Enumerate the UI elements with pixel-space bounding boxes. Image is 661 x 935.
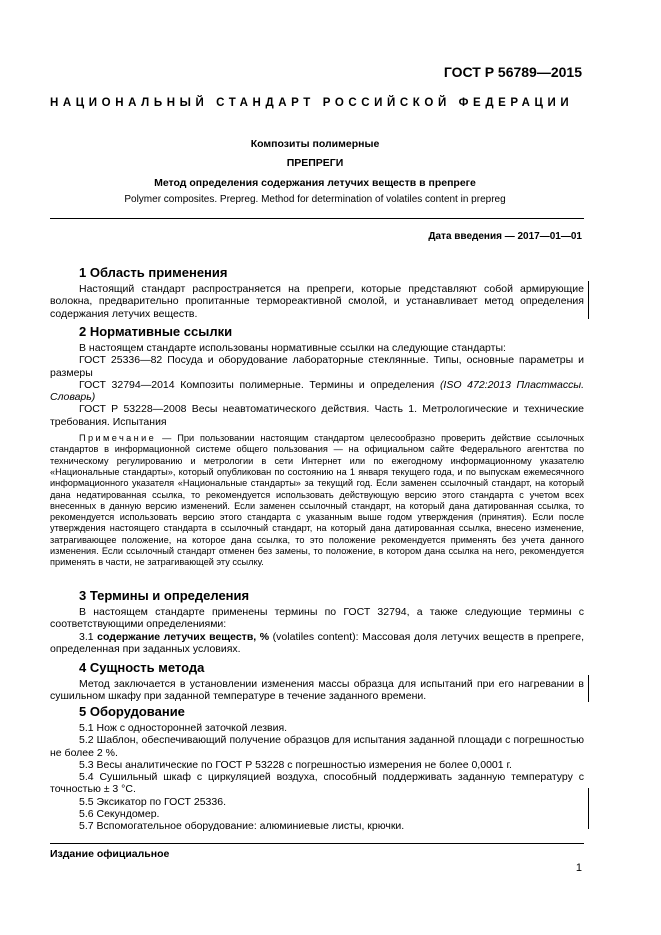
equipment-item: 5.2 Шаблон, обеспечивающий получение образцов для испытания заданной площади с погрешностью не более 2 %.	[50, 734, 584, 759]
definition-number: 3.1	[79, 630, 98, 643]
section-3	[50, 588, 584, 655]
section-2	[50, 324, 584, 569]
title-line-1: Композиты полимерные	[250, 138, 380, 150]
reference-text: ГОСТ 32794—2014 Композиты полимерные. Термины и определения	[79, 378, 440, 391]
section-5-heading: 5 Оборудование	[79, 704, 185, 719]
equipment-item: 5.5 Эксикатор по ГОСТ 25336.	[79, 795, 226, 808]
title-line-3: Метод определения содержания летучих веществ в препреге	[154, 177, 476, 189]
introduction-date: Дата введения — 2017—01—01	[428, 231, 582, 242]
national-standard-banner: НАЦИОНАЛЬНЫЙ СТАНДАРТ РОССИЙСКОЙ ФЕДЕРАЦИИ	[50, 97, 574, 109]
equipment-item: 5.7 Вспомогательное оборудование: алюминиевые листы, крючки.	[79, 820, 405, 833]
equipment-item: 5.6 Секундомер.	[79, 808, 160, 821]
title-line-2: ПРЕПРЕГИ	[286, 157, 344, 169]
section-5	[50, 704, 584, 833]
note-text: — При пользовании настоящим стандартом целесообразно проверить действие ссылочных стандартов в информационной системе общего пользования — на официальном сайте Федерального агентства по техническому регулированию и метрологии в сети Интернет или по ежегодному информационному указателю «Национальные стандарты», который опубликован по состоянию на 1 января текущего года, и по выпускам ежемесячного информационного указателя «Национальные стандарты» за текущий год. Если заменен ссылочный стандарт, на который дана недатированная ссылка, то рекомендуется использовать действующую версию этого стандарта с учетом всех внесенных в данную версию изменений. Если заменен ссылочный стандарт, на который дана датированная ссылка, то рекомендуется использовать версию этого стандарта с указанным выше годом утверждения (принятия). Если после утверждения настоящего стандарта в ссылочный стандарт, на который дана датированная ссылка, внесено изменение, затрагивающее положение, на которое дана ссылка, то это положение рекомендуется применять без учета данного изменения. Если ссылочный стандарт отменен без замены, то положение, в котором дана ссылка на него, рекомендуется применять в части, не затрагивающей эту ссылку.	[50, 433, 584, 568]
official-edition-label: Издание официальное	[50, 848, 170, 860]
section-3-heading: 3 Термины и определения	[79, 588, 250, 603]
section-2-reference-gost-25336: ГОСТ 25336—82 Посуда и оборудование лабораторные стеклянные. Типы, основные параметры и размеры	[50, 354, 584, 379]
equipment-item: 5.4 Сушильный шкаф с циркуляцией воздуха, способный поддерживать заданную температуру с точностью ± 3 °С.	[50, 771, 584, 796]
equipment-item: 5.1 Нож с односторонней заточкой лезвия.	[79, 722, 288, 734]
revision-bar	[588, 788, 589, 829]
section-2-reference-gost-32794	[50, 379, 584, 404]
definition-term: содержание летучих веществ, %	[97, 630, 270, 643]
revision-bar	[588, 675, 589, 702]
section-2-note	[50, 433, 584, 569]
equipment-item: 5.3 Весы аналитические по ГОСТ Р 53228 с погрешностью измерения не более 0,0001 г.	[79, 758, 512, 771]
section-1-paragraph: Настоящий стандарт распространяется на препреги, которые представляют собой армирующие волокна, предварительно пропитанные термореактивной смолой, и устанавливает метод определения содержания летучих веществ.	[50, 283, 584, 320]
section-4	[50, 660, 584, 703]
page-number: 1	[575, 862, 582, 874]
reference-iso-italic: (ISO 472:2013 Пластмассы. Словарь)	[50, 378, 584, 404]
section-4-paragraph: Метод заключается в установлении изменения массы образца для испытаний при его нагревании в сушильном шкафу при заданной температуре в течение заданного времени.	[50, 678, 584, 703]
gost-number: ГОСТ Р 56789—2015	[443, 64, 582, 80]
section-2-paragraph-1: В настоящем стандарте использованы нормативные ссылки на следующие стандарты:	[79, 342, 506, 354]
section-1	[50, 265, 584, 320]
section-2-heading: 2 Нормативные ссылки	[79, 324, 233, 339]
note-label: Примечание	[79, 433, 157, 444]
section-2-reference-gost-53228: ГОСТ Р 53228—2008 Весы неавтоматического действия. Часть 1. Метрологические и технические требования. Испытания	[50, 403, 584, 428]
definition-text: (volatiles content): Массовая доля летучих веществ в препреге, определенная при заданных условиях.	[50, 630, 585, 655]
section-1-heading: 1 Область применения	[79, 265, 228, 280]
section-3-definition	[50, 631, 584, 656]
top-divider	[50, 218, 584, 219]
revision-bar	[588, 281, 589, 319]
section-4-heading: 4 Сущность метода	[79, 660, 205, 675]
bottom-divider	[50, 843, 584, 844]
english-title: Polymer composites. Prepreg. Method for determination of volatiles content in prepreg	[124, 194, 506, 205]
section-3-paragraph-1: В настоящем стандарте применены термины по ГОСТ 32794, а также следующие термины с соответствующими определениями:	[50, 606, 584, 631]
